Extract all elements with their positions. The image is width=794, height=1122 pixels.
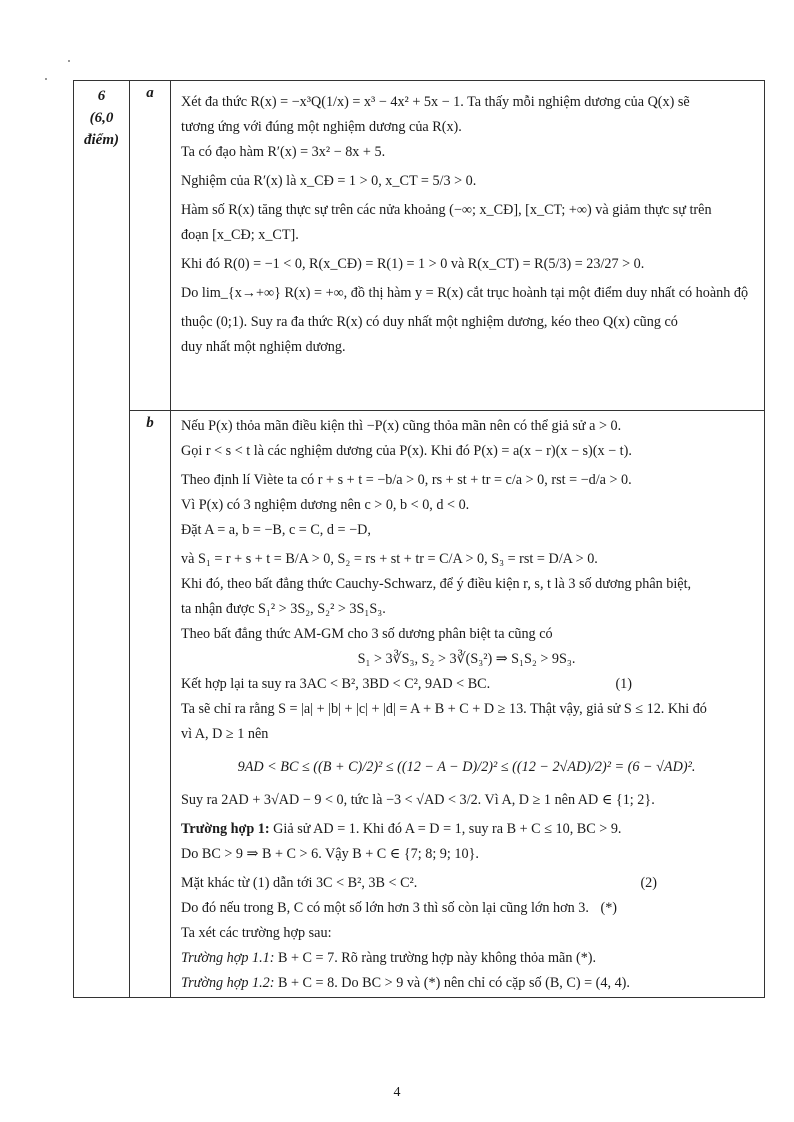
subcase-heading: Trường hợp 1.1: [181, 950, 275, 966]
page-number: 4 [393, 1085, 401, 1100]
question-number: 6 [97, 88, 106, 104]
text-line: Ta có đạo hàm R′(x) = 3x² − 8x + 5. [181, 144, 386, 160]
equation-tag-star: (*) [600, 900, 618, 916]
row-part-a [74, 81, 765, 411]
equation-tag-1: (1) [615, 676, 632, 692]
text-line: Vì P(x) có 3 nghiệm dương nên c > 0, b < 0, d < 0. [181, 497, 470, 513]
text-line: Mặt khác từ (1) dẫn tới 3C < B², 3B < C². (2) [181, 875, 657, 891]
text-line: Nghiệm của R′(x) là x_CĐ = 1 > 0, x_CT = 5/3 > 0. [181, 173, 477, 189]
formula-line: 9AD < BC ≤ ((B + C)/2)² ≤ ((12 − A − D)/2)² ≤ ((12 − 2√AD)/2)² = (6 − √AD)². [237, 759, 696, 775]
text-line: ta nhận được S₁² > 3S₂, S₂² > 3S₁S₃. [181, 601, 386, 617]
formula-line: S₁ > 3∛S₃, S₂ > 3∛(S₃²) ⇒ S₁S₂ > 9S₃. [357, 651, 576, 667]
text-line: Trường hợp 1: Giả sử AD = 1. Khi đó A = D = 1, suy ra B + C ≤ 10, BC > 9. [181, 821, 622, 837]
part-a-label: a [130, 81, 171, 411]
text-line: Suy ra 2AD + 3√AD − 9 < 0, tức là −3 < √AD < 3/2. Vì A, D ≥ 1 nên AD ∈ {1; 2}. [181, 792, 655, 808]
part-a-content [171, 81, 765, 411]
solution-table [73, 80, 765, 998]
text-line: tương ứng với đúng một nghiệm dương của R(x). [181, 119, 462, 135]
question-number-cell [74, 81, 130, 998]
text-line: Do đó nếu trong B, C có một số lớn hơn 3 thì số còn lại cũng lớn hơn 3. (*) [181, 900, 618, 916]
text-line: Xét đa thức R(x) = −x³Q(1/x) = x³ − 4x² + 5x − 1. Ta thấy mỗi nghiệm dương của Q(x) sẽ [181, 94, 690, 110]
scan-speck [68, 60, 70, 62]
text-line: Gọi r < s < t là các nghiệm dương của P(x). Khi đó P(x) = a(x − r)(x − s)(x − t). [181, 443, 632, 459]
scan-speck [45, 78, 47, 80]
part-b-content [171, 411, 765, 998]
text-line: vì A, D ≥ 1 nên [181, 726, 269, 742]
equation-tag-2: (2) [640, 875, 657, 891]
text-line: Đặt A = a, b = −B, c = C, d = −D, [181, 522, 371, 538]
text-line: Ta xét các trường hợp sau: [181, 925, 332, 941]
text-line: Hàm số R(x) tăng thực sự trên các nửa khoảng (−∞; x_CĐ], [x_CT; +∞) và giảm thực sự trên [181, 202, 712, 218]
text-line: Ta sẽ chỉ ra rằng S = |a| + |b| + |c| + |d| = A + B + C + D ≥ 13. Thật vậy, giả sử S ≤ 12. Khi đó [181, 701, 707, 717]
case-heading: Trường hợp 1: [181, 821, 270, 837]
text-line: Khi đó, theo bất đẳng thức Cauchy-Schwarz, để ý điều kiện r, s, t là 3 số dương phân biệt, [181, 576, 692, 592]
row-part-b [74, 411, 765, 998]
text-line: Nếu P(x) thỏa mãn điều kiện thì −P(x) cũng thỏa mãn nên có thể giả sử a > 0. [181, 418, 622, 434]
question-points: (6,0 điểm) [84, 110, 119, 148]
text-line: Kết hợp lại ta suy ra 3AC < B², 3BD < C², 9AD < BC. (1) [181, 676, 632, 692]
subcase-heading: Trường hợp 1.2: [181, 975, 275, 991]
text-line: và S₁ = r + s + t = B/A > 0, S₂ = rs + st + tr = C/A > 0, S₃ = rst = D/A > 0. [181, 551, 598, 567]
text-line: Theo bất đẳng thức AM-GM cho 3 số dương phân biệt ta cũng có [181, 626, 553, 642]
text-line: Trường hợp 1.2: B + C = 8. Do BC > 9 và (*) nên chỉ có cặp số (B, C) = (4, 4). [181, 975, 630, 991]
text-line: Theo định lí Viète ta có r + s + t = −b/a > 0, rs + st + tr = c/a > 0, rst = −d/a > 0. [181, 472, 632, 488]
text-line: thuộc (0;1). Suy ra đa thức R(x) có duy nhất một nghiệm dương, kéo theo Q(x) cũng có [181, 314, 678, 330]
text-line: đoạn [x_CĐ; x_CT]. [181, 227, 299, 243]
text-line: Do BC > 9 ⇒ B + C > 6. Vậy B + C ∈ {7; 8; 9; 10}. [181, 846, 479, 862]
text-line: Trường hợp 1.1: B + C = 7. Rõ ràng trường hợp này không thỏa mãn (*). [181, 950, 597, 966]
text-line: Khi đó R(0) = −1 < 0, R(x_CĐ) = R(1) = 1 > 0 và R(x_CT) = R(5/3) = 23/27 > 0. [181, 256, 645, 272]
part-b-label: b [130, 411, 171, 998]
text-line: Do lim_{x→+∞} R(x) = +∞, đồ thị hàm y = R(x) cắt trục hoành tại một điểm duy nhất có hoành độ [181, 285, 749, 301]
text-line: duy nhất một nghiệm dương. [181, 339, 346, 355]
